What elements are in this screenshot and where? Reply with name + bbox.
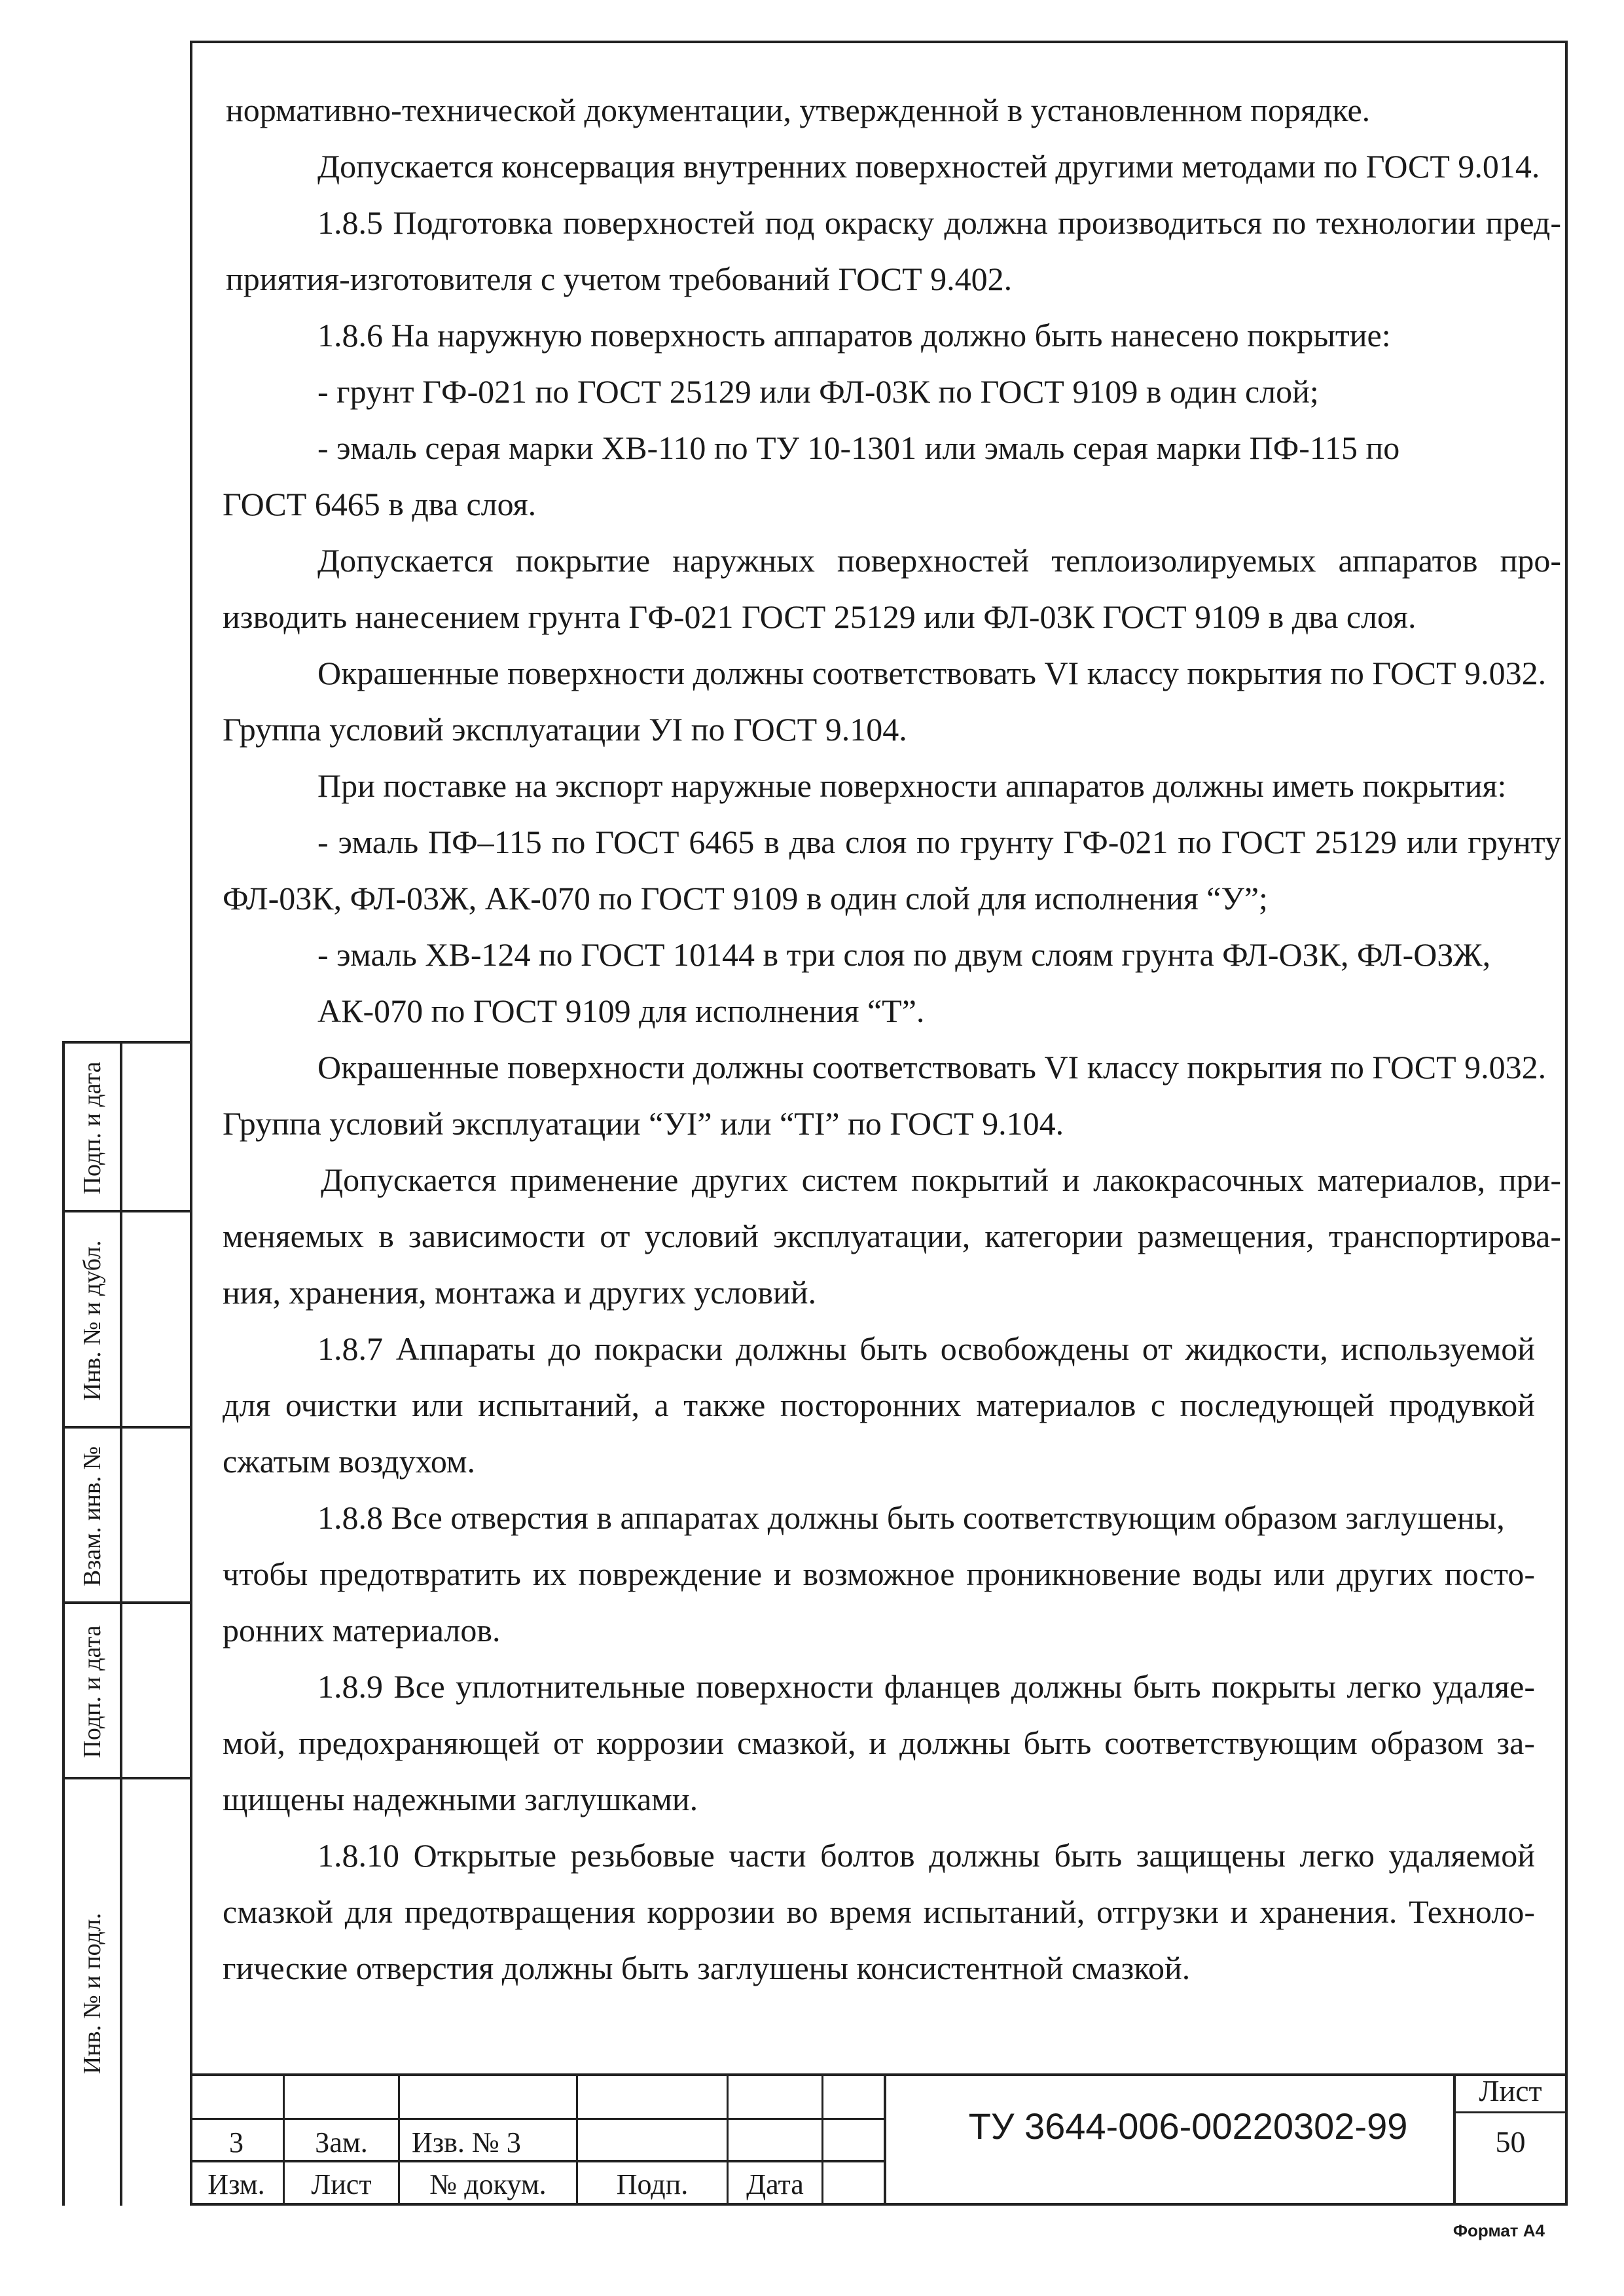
text-line: чтобы предотвратить их повреждение и возможное проникновение воды или других посто- xyxy=(223,1556,1535,1592)
text-line: изводить нанесением грунта ГФ-021 ГОСТ 25129 или ФЛ-03К ГОСТ 9109 в два слоя. xyxy=(223,598,1416,635)
text-line: 1.8.10 Открытые резьбовые части болтов должны быть защищены легко удаляемой xyxy=(317,1837,1535,1874)
text-line: Группа условий эксплуатации УI по ГОСТ 9.104. xyxy=(223,711,907,748)
sheet-number: 50 xyxy=(1495,2125,1526,2159)
text-line: - грунт ГФ-021 по ГОСТ 25129 или ФЛ-03К по ГОСТ 9109 в один слой; xyxy=(317,373,1319,410)
text-line: - эмаль ХВ-124 по ГОСТ 10144 в три слоя по двум слоям грунта ФЛ-ОЗК, ФЛ-ОЗЖ, xyxy=(317,936,1491,973)
text-line: нормативно-технической документации, утвержденной в установленном порядке. xyxy=(226,92,1371,128)
text-line: мой, предохраняющей от коррозии смазкой, и должны быть соответствующим образом за- xyxy=(223,1724,1535,1761)
text-line: 1.8.6 На наружную поверхность аппаратов должно быть нанесено покрытие: xyxy=(317,317,1391,354)
format-label: Формат А4 xyxy=(1453,2221,1545,2240)
text-line: сжатым воздухом. xyxy=(223,1443,476,1480)
title-block xyxy=(190,2073,1568,2206)
side-stamp xyxy=(62,1041,191,2206)
header-date: Дата xyxy=(746,2168,804,2200)
title-block-rule xyxy=(821,2073,823,2206)
change-type: Зам. xyxy=(315,2126,368,2159)
document-code: ТУ 3644-006-00220302-99 xyxy=(968,2105,1408,2147)
text-line: ФЛ-03К, ФЛ-03Ж, АК-070 по ГОСТ 9109 в один слой для исполнения “У”; xyxy=(223,880,1268,917)
notice-number: Изв. № 3 xyxy=(412,2126,521,2159)
text-line: ронних материалов. xyxy=(223,1612,501,1649)
header-change: Изм. xyxy=(208,2168,265,2200)
text-line: Группа условий эксплуатации “УI” или “ТI” по ГОСТ 9.104. xyxy=(223,1105,1064,1142)
text-line: - эмаль серая марки ХВ-110 по ТУ 10-1301 или эмаль серая марки ПФ-115 по xyxy=(317,429,1400,466)
sheet-label: Лист xyxy=(1479,2074,1542,2107)
header-doc-number: № докум. xyxy=(429,2168,547,2200)
side-label-sign-date: Подп. и дата xyxy=(79,1061,106,1195)
change-number: 3 xyxy=(229,2126,244,2159)
text-line: 1.8.8 Все отверстия в аппаратах должны быть соответствующим образом заглушены, xyxy=(317,1499,1505,1536)
text-line: При поставке на экспорт наружные поверхности аппаратов должны иметь покрытия: xyxy=(317,767,1507,804)
side-label-orig-inv: Инв. № и подл. xyxy=(79,1912,106,2075)
text-line: 1.8.9 Все уплотнительные поверхности фланцев должны быть покрыты легко удаляе- xyxy=(317,1668,1535,1705)
text-line: щищены надежными заглушками. xyxy=(223,1781,698,1817)
header-signature: Подп. xyxy=(616,2168,689,2200)
text-line: - эмаль ПФ–115 по ГОСТ 6465 в два слоя по грунту ГФ-021 по ГОСТ 25129 или грунту xyxy=(317,824,1561,860)
side-label-dup-inv: Инв. № и дубл. xyxy=(79,1240,106,1401)
text-line: ГОСТ 6465 в два слоя. xyxy=(223,486,537,522)
text-line: АК-070 по ГОСТ 9109 для исполнения “Т”. xyxy=(317,993,925,1029)
text-line: Допускается покрытие наружных поверхностей теплоизолируемых аппаратов про- xyxy=(317,542,1561,579)
title-block-rule xyxy=(190,2160,884,2162)
side-label-replace-inv: Взам. инв. № xyxy=(79,1446,106,1587)
title-block-rule xyxy=(190,2073,1568,2076)
header-sheet: Лист xyxy=(311,2168,372,2200)
title-block-rule xyxy=(190,2118,884,2120)
text-line: меняемых в зависимости от условий эксплуатации, категории размещения, транспортирова- xyxy=(223,1218,1561,1254)
text-line: 1.8.5 Подготовка поверхностей под окраску должна производиться по технологии пред- xyxy=(317,204,1561,241)
text-line: смазкой для предотвращения коррозии во время испытаний, отгрузки и хранения. Техноло- xyxy=(223,1893,1535,1930)
text-line: приятия-изготовителя с учетом требований ГОСТ 9.402. xyxy=(226,261,1013,297)
text-line: Окрашенные поверхности должны соответствовать VI классу покрытия по ГОСТ 9.032. xyxy=(317,655,1547,691)
text-line: Окрашенные поверхности должны соответствовать VI классу покрытия по ГОСТ 9.032. xyxy=(317,1049,1547,1085)
text-line: ния, хранения, монтажа и других условий. xyxy=(223,1274,817,1311)
text-line: Допускается консервация внутренних поверхностей другими методами по ГОСТ 9.014. xyxy=(317,148,1540,185)
text-line: Допускается применение других систем покрытий и лакокрасочных материалов, при- xyxy=(321,1161,1561,1198)
side-label-sign-date-2: Подп. и дата xyxy=(79,1625,106,1758)
text-line: гические отверстия должны быть заглушены консистентной смазкой. xyxy=(223,1950,1191,1986)
text-line: 1.8.7 Аппараты до покраски должны быть освобождены от жидкости, используемой xyxy=(317,1330,1535,1367)
text-line: для очистки или испытаний, а также посторонних материалов с последующей продувкой xyxy=(223,1387,1535,1423)
